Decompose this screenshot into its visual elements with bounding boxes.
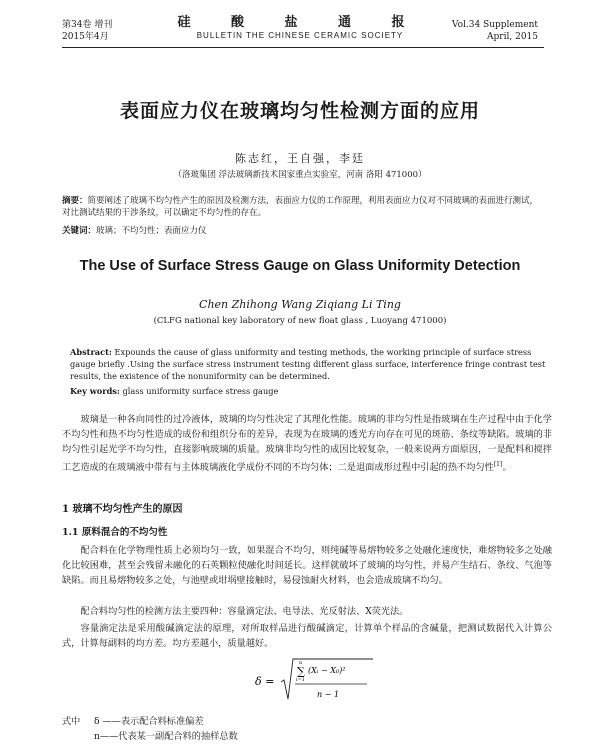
journal-name-en: BULLETIN THE CHINESE CERAMIC SOCIETY bbox=[196, 31, 404, 40]
title-en: The Use of Surface Stress Gauge on Glass Uniformity Detection bbox=[79, 258, 521, 274]
header-date: 2015年4月 bbox=[62, 32, 109, 42]
legend-label: 式中 bbox=[62, 716, 81, 727]
legend-line-2: n——代表某一副配合料的抽样总数 bbox=[94, 731, 238, 742]
abstract-cn-text: 简要阐述了玻璃不均匀性产生的原因及检测方法，表面应力仪的工作原理，利用表面应力仪对不同玻璃的表面进行测试，对比测试结果的干涉条纹，可以确定不均匀性的存在。 bbox=[62, 196, 539, 218]
authors-cn: 陈志红，王自强，李廷 bbox=[235, 152, 365, 165]
journal-name-cn: 硅 酸 盐 通 报 bbox=[177, 15, 423, 30]
keywords-en-label: Key words: bbox=[70, 386, 120, 396]
formula-sum-upper: n bbox=[299, 660, 303, 666]
intro-text: 玻璃是一种各向同性的过冷液体，玻璃的均匀性决定了其理化性能。玻璃的非均匀性是指玻璃在生产过程中由于化学不均匀性和热不均匀性造成的成份和组织分布的差异，表现为在玻璃的透光方向存在可见的斑筋、条纹等缺陷。玻璃的非均匀性引起光学不均匀性，直接影响玻璃的质量。玻璃非均匀性的成因比较复杂，一般来说两方面原因，一是配料和搅拌工艺造成的在玻璃液中带有与主体玻璃液化学成份不同的不均匀体；二是退面成形过程中引起的热不均匀性 bbox=[62, 414, 552, 474]
paragraph-mixing: 配合料在化学物理性质上必须均匀一致，如果混合不均匀，则纯碱等易熔物较多之处融化速度快，难熔物较多之处融化比较困难，甚至会残留未融化的石英颗粒使融化时间延长。这样就破坏了玻璃的均匀性，并易产生结石、条纹、气泡等缺陷。而且易熔物较多之处，与池壁或坩埚壁接触时，易侵蚀耐火材料，也会造成玻璃不均匀。 bbox=[62, 545, 552, 586]
keywords-en-text: glass uniformity surface stress gauge bbox=[119, 386, 279, 396]
keywords-cn-text: 玻璃；不均匀性；表面应力仪 bbox=[96, 226, 207, 236]
abstract-cn bbox=[62, 196, 540, 219]
formula-lhs: δ = bbox=[255, 675, 275, 688]
authors-en: Chen Zhihong Wang Ziqiang Li Ting bbox=[199, 298, 401, 311]
subsection-heading-1-1: 1.1 原料混合的不均匀性 bbox=[62, 527, 168, 538]
citation-ref: [1] bbox=[493, 461, 503, 468]
formula-sum-lower: i=1 bbox=[296, 677, 305, 683]
header-journal bbox=[150, 15, 450, 41]
abstract-en bbox=[70, 346, 548, 382]
formula-legend bbox=[62, 714, 238, 744]
keywords-cn bbox=[62, 226, 540, 238]
formula-numerator: (Xᵢ − X₀)² bbox=[308, 666, 346, 675]
header-date-en: April, 2015 bbox=[487, 32, 538, 42]
header-volume: 第34卷 增刊 bbox=[62, 20, 113, 30]
header-volume-en: Vol.34 Supplement bbox=[451, 20, 538, 30]
abstract-en-text: Expounds the cause of glass uniformity and testing methods, the working principle of surface stress gauge briefly .Using the surface stress instrument testing different glass surface, interference fringe contrast test results, the existence of the nonuniformity can be determined. bbox=[70, 347, 546, 381]
affiliation-en: (CLFG national key laboratory of new float glass , Luoyang 471000) bbox=[153, 316, 447, 326]
legend-line-1: δ ——表示配合料标准偏差 bbox=[94, 716, 204, 727]
affiliation-cn: （洛玻集团 浮法玻璃新技术国家重点实验室，河南 洛阳 471000） bbox=[173, 170, 427, 180]
formula-sum-symbol: ∑ bbox=[297, 665, 305, 678]
intro-end: 。 bbox=[502, 462, 512, 474]
keywords-en bbox=[70, 385, 548, 397]
abstract-en-label: Abstract: bbox=[70, 347, 112, 357]
section-heading-1: 1 玻璃不均匀性产生的原因 bbox=[62, 504, 183, 515]
abstract-cn-label: 摘要： bbox=[62, 196, 88, 206]
header-rule bbox=[62, 47, 544, 48]
intro-paragraph bbox=[62, 412, 552, 475]
std-deviation-formula bbox=[255, 655, 375, 705]
header-right bbox=[452, 19, 538, 43]
title-cn: 表面应力仪在玻璃均匀性检测方面的应用 bbox=[119, 100, 480, 122]
keywords-cn-label: 关键词： bbox=[62, 226, 97, 236]
paragraph-methods: 配合料均匀性的检测方法主要四种：容量滴定法、电导法、光反射法、X荧光法。 bbox=[80, 606, 409, 617]
header-left bbox=[62, 19, 112, 43]
formula-denominator: n − 1 bbox=[317, 690, 340, 699]
paragraph-titration: 容量滴定法是采用酸碱滴定法的原理，对所取样品进行酸碱滴定，计算单个样品的含碱量，把测试数据代入计算公式，计算每副料的均方差。均方差越小，质量越好。 bbox=[62, 623, 552, 649]
